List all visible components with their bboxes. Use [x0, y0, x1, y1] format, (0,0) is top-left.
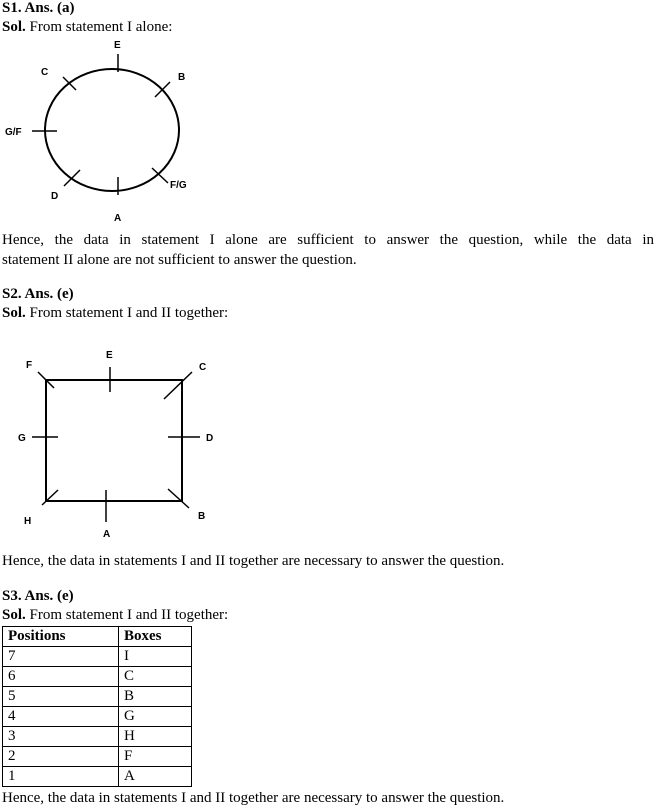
cell-box: B	[119, 687, 192, 707]
s1-heading-answer: (a)	[57, 0, 75, 16]
s2-heading-answer: (e)	[57, 286, 74, 302]
s2-label-bottom-left: H	[24, 516, 32, 527]
s1-label-left: G/F	[5, 127, 22, 138]
s1-conclusion-line1: Hence, the data in statement I alone are sufficient to answer the question, while the data in	[2, 232, 654, 248]
cell-box: H	[119, 727, 192, 747]
cell-position: 3	[3, 727, 119, 747]
cell-box: C	[119, 667, 192, 687]
s2-sol-text: From statement I and II together:	[29, 305, 229, 321]
s1-heading-label: S1. Ans.	[2, 0, 54, 16]
s2-conclusion: Hence, the data in statements I and II together are necessary to answer the question.	[2, 553, 505, 569]
s3-heading	[2, 588, 74, 605]
header-boxes: Boxes	[119, 627, 192, 647]
s2-heading-label: S2. Ans.	[2, 286, 54, 302]
s2-tick-bottom-right	[168, 489, 189, 508]
cell-position: 2	[3, 747, 119, 767]
s2-label-top-left: F	[26, 360, 33, 371]
table-row	[3, 707, 192, 727]
positions-boxes-table	[2, 626, 192, 787]
s2-sol-label: Sol.	[2, 305, 26, 321]
s2-label-bottom-right: B	[198, 511, 206, 522]
s1-sol-text: From statement I alone:	[29, 19, 173, 35]
cell-position: 6	[3, 667, 119, 687]
s3-solution-intro	[2, 607, 228, 624]
s1-label-lower-left: D	[51, 191, 59, 202]
cell-position: 4	[3, 707, 119, 727]
s1-conclusion-line2: statement II alone are not sufficient to answer the question.	[2, 252, 357, 268]
table-row	[3, 767, 192, 787]
s2-tick-bottom-left	[42, 490, 58, 505]
s3-sol-text: From statement I and II together:	[29, 607, 229, 623]
s1-label-bottom: A	[114, 213, 122, 224]
table-header-row	[3, 627, 192, 647]
s2-label-right: D	[206, 433, 214, 444]
s3-sol-label: Sol.	[2, 607, 26, 623]
table-row	[3, 667, 192, 687]
table-row	[3, 747, 192, 767]
cell-box: I	[119, 647, 192, 667]
s3-conclusion: Hence, the data in statements I and II together are necessary to answer the question.	[2, 790, 505, 806]
cell-position: 7	[3, 647, 119, 667]
s2-tick-top-right	[164, 372, 192, 399]
s3-heading-answer: (e)	[57, 588, 74, 604]
s1-label-upper-right: B	[178, 72, 186, 83]
s1-sol-label: Sol.	[2, 19, 26, 35]
cell-position: 5	[3, 687, 119, 707]
cell-box: G	[119, 707, 192, 727]
cell-position: 1	[3, 767, 119, 787]
s3-heading-label: S3. Ans.	[2, 588, 54, 604]
header-positions: Positions	[3, 627, 119, 647]
s1-label-lower-right: F/G	[170, 180, 187, 191]
s2-label-bottom: A	[103, 529, 111, 540]
s1-label-upper-left: C	[41, 67, 49, 78]
s2-label-top: E	[106, 350, 113, 361]
s2-label-left: G	[18, 433, 26, 444]
table-row	[3, 727, 192, 747]
cell-box: F	[119, 747, 192, 767]
s1-label-top: E	[114, 40, 121, 51]
table-row	[3, 687, 192, 707]
s2-square	[46, 380, 182, 501]
cell-box: A	[119, 767, 192, 787]
table-row	[3, 647, 192, 667]
s2-label-top-right: C	[199, 362, 207, 373]
